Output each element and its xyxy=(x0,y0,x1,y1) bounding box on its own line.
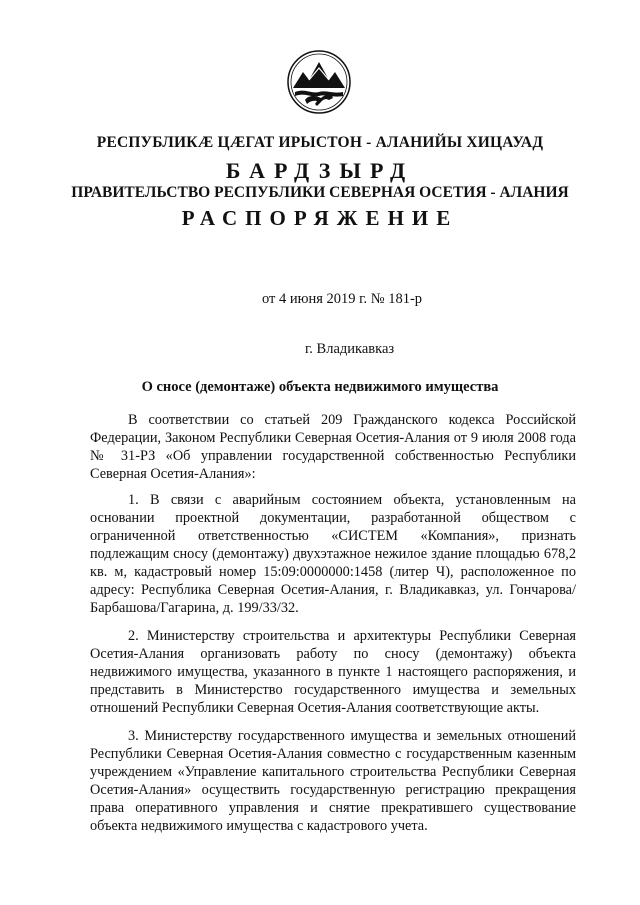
government-name-russian: ПРАВИТЕЛЬСТВО РЕСПУБЛИКИ СЕВЕРНАЯ ОСЕТИЯ - АЛАНИЯ xyxy=(71,184,569,201)
document-type-ossetian: БАРДЗЫРД xyxy=(225,158,415,183)
document-subject: О сносе (демонтаже) объекта недвижимого имущества xyxy=(141,379,499,395)
clause-2-paragraph: 2. Министерству строительства и архитектуры Республики Северная Осетия-Алания организовать работу по сносу (демонтажу) объекта недвижимого имущества, указанного в пункте 1 настоящего распоряжения, и представить в Министерство государственного имущества и земельных отношений Республики Северная Осетия-Алания соответствующие акты. xyxy=(90,628,576,716)
clause-1-paragraph: 1. В связи с аварийным состоянием объекта, установленным на основании проектной документации, разработанной обществом с ограниченной ответственностью «СИСТЕМ «Компания», признать подлежащим сносу (демонтажу) двухэтажное нежилое здание площадью 678,2 кв. м, кадастровый номер 15:09:0000000:1458 (литер Ч), расположенное по адресу: Республика Северная Осетия-Алания, г. Владикавказ, ул. Гончарова/Барбашова/Гагарина, д. 199/33/32. xyxy=(90,492,576,616)
republic-name-ossetian: РЕСПУБЛИКӔ ЦӔГАТ ИРЫСТОН - АЛАНИЙЫ ХИЦАУАД xyxy=(96,134,544,151)
preamble-paragraph: В соответствии со статьей 209 Гражданского кодекса Российской Федерации, Законом Республики Северная Осетия-Алания от 9 июля 2008 года № 31-РЗ «Об управлении государственной собственностью Республики Северная Осетия-Алания»: xyxy=(90,412,576,482)
document-body xyxy=(90,411,576,845)
document-type-russian: РАСПОРЯЖЕНИЕ xyxy=(181,206,459,230)
document-city: г. Владикавказ xyxy=(305,341,395,357)
coat-of-arms-icon xyxy=(287,50,351,114)
clause-3-paragraph: 3. Министерству государственного имущества и земельных отношений Республики Северная Осетия-Алания совместно с государственным казенным учреждением «Управление капитального строительства Республики Северная Осетия-Алания» осуществить государственную регистрацию прекращения права оперативного управления и снятие прекратившего существование объекта недвижимого имущества с кадастрового учета. xyxy=(90,728,576,834)
document-date-number: от 4 июня 2019 г. № 181-р xyxy=(262,291,423,307)
